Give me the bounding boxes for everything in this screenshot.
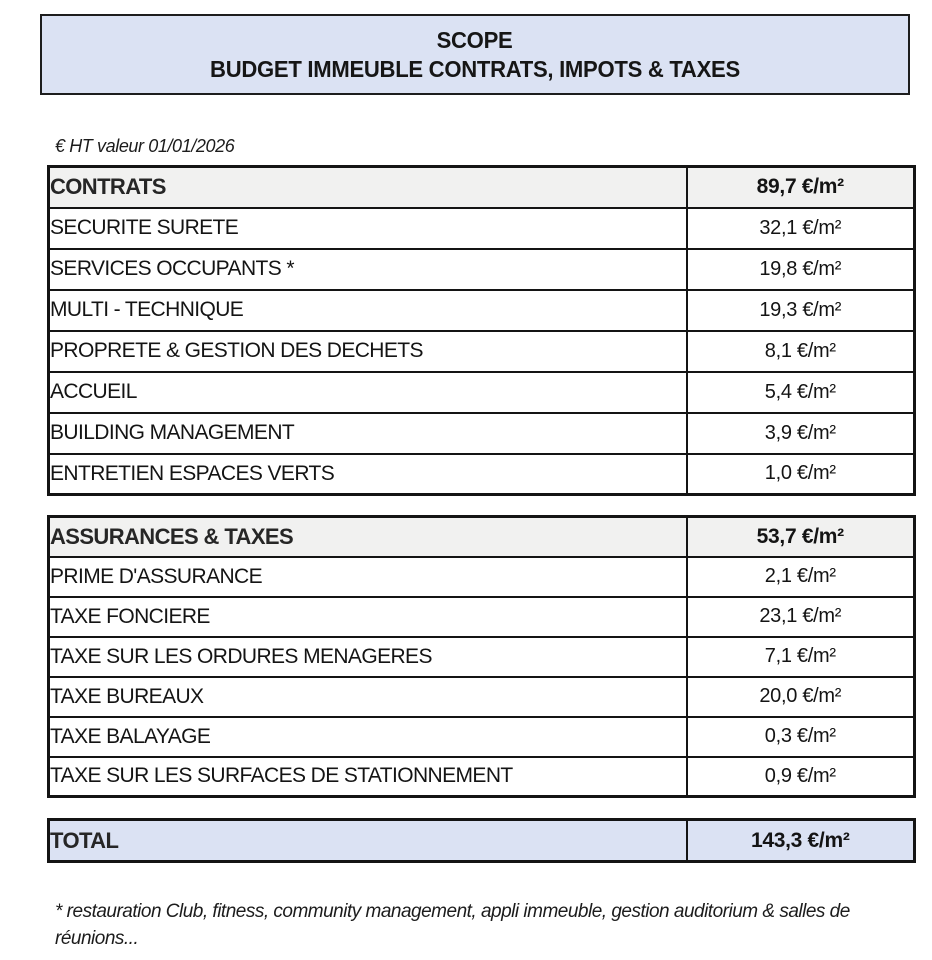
table-row [49, 757, 915, 797]
table-row [49, 717, 915, 757]
row-value: 2,1 €/m² [687, 557, 915, 597]
table-row [49, 637, 915, 677]
row-value: 1,0 €/m² [687, 454, 915, 495]
title-banner [40, 14, 910, 95]
row-label: TAXE BUREAUX [49, 677, 687, 717]
table-row [49, 557, 915, 597]
assurances-taxes-table [47, 515, 916, 798]
table-row [49, 372, 915, 413]
row-label: ENTRETIEN ESPACES VERTS [49, 454, 687, 495]
section-header-value: 53,7 €/m² [687, 517, 915, 557]
row-value: 20,0 €/m² [687, 677, 915, 717]
section-header-value: 89,7 €/m² [687, 167, 915, 208]
row-value: 5,4 €/m² [687, 372, 915, 413]
row-label: BUILDING MANAGEMENT [49, 413, 687, 454]
row-value: 7,1 €/m² [687, 637, 915, 677]
row-label: PROPRETE & GESTION DES DECHETS [49, 331, 687, 372]
row-label: TAXE FONCIERE [49, 597, 687, 637]
total-label: TOTAL [49, 820, 687, 862]
total-value: 143,3 €/m² [687, 820, 915, 862]
footnote: * restauration Club, fitness, community management, appli immeuble, gestion auditorium & salles de réunions... [55, 901, 850, 949]
table-row [49, 331, 915, 372]
contrats-table [47, 165, 916, 496]
row-label: MULTI - TECHNIQUE [49, 290, 687, 331]
row-label: SECURITE SURETE [49, 208, 687, 249]
row-label: TAXE SUR LES SURFACES DE STATIONNEMENT [49, 757, 687, 797]
row-value: 0,9 €/m² [687, 757, 915, 797]
row-label: TAXE SUR LES ORDURES MENAGERES [49, 637, 687, 677]
table-row [49, 677, 915, 717]
table-row [49, 413, 915, 454]
row-label: PRIME D'ASSURANCE [49, 557, 687, 597]
table-row [49, 454, 915, 495]
page-title-line2: BUDGET IMMEUBLE CONTRATS, IMPOTS & TAXES [210, 55, 740, 82]
row-label: TAXE BALAYAGE [49, 717, 687, 757]
row-value: 19,3 €/m² [687, 290, 915, 331]
section-header-label: CONTRATS [49, 167, 687, 208]
table-row [49, 517, 915, 557]
row-label: SERVICES OCCUPANTS * [49, 249, 687, 290]
table-row [49, 597, 915, 637]
row-value: 32,1 €/m² [687, 208, 915, 249]
table-row [49, 249, 915, 290]
row-value: 3,9 €/m² [687, 413, 915, 454]
row-value: 19,8 €/m² [687, 249, 915, 290]
currency-note: € HT valeur 01/01/2026 [55, 136, 235, 156]
table-row [49, 290, 915, 331]
section-header-label: ASSURANCES & TAXES [49, 517, 687, 557]
page-title-line1: SCOPE [437, 26, 513, 53]
row-label: ACCUEIL [49, 372, 687, 413]
row-value: 23,1 €/m² [687, 597, 915, 637]
row-value: 0,3 €/m² [687, 717, 915, 757]
total-row [49, 820, 915, 862]
table-row [49, 167, 915, 208]
table-row [49, 208, 915, 249]
total-table [47, 818, 916, 863]
row-value: 8,1 €/m² [687, 331, 915, 372]
